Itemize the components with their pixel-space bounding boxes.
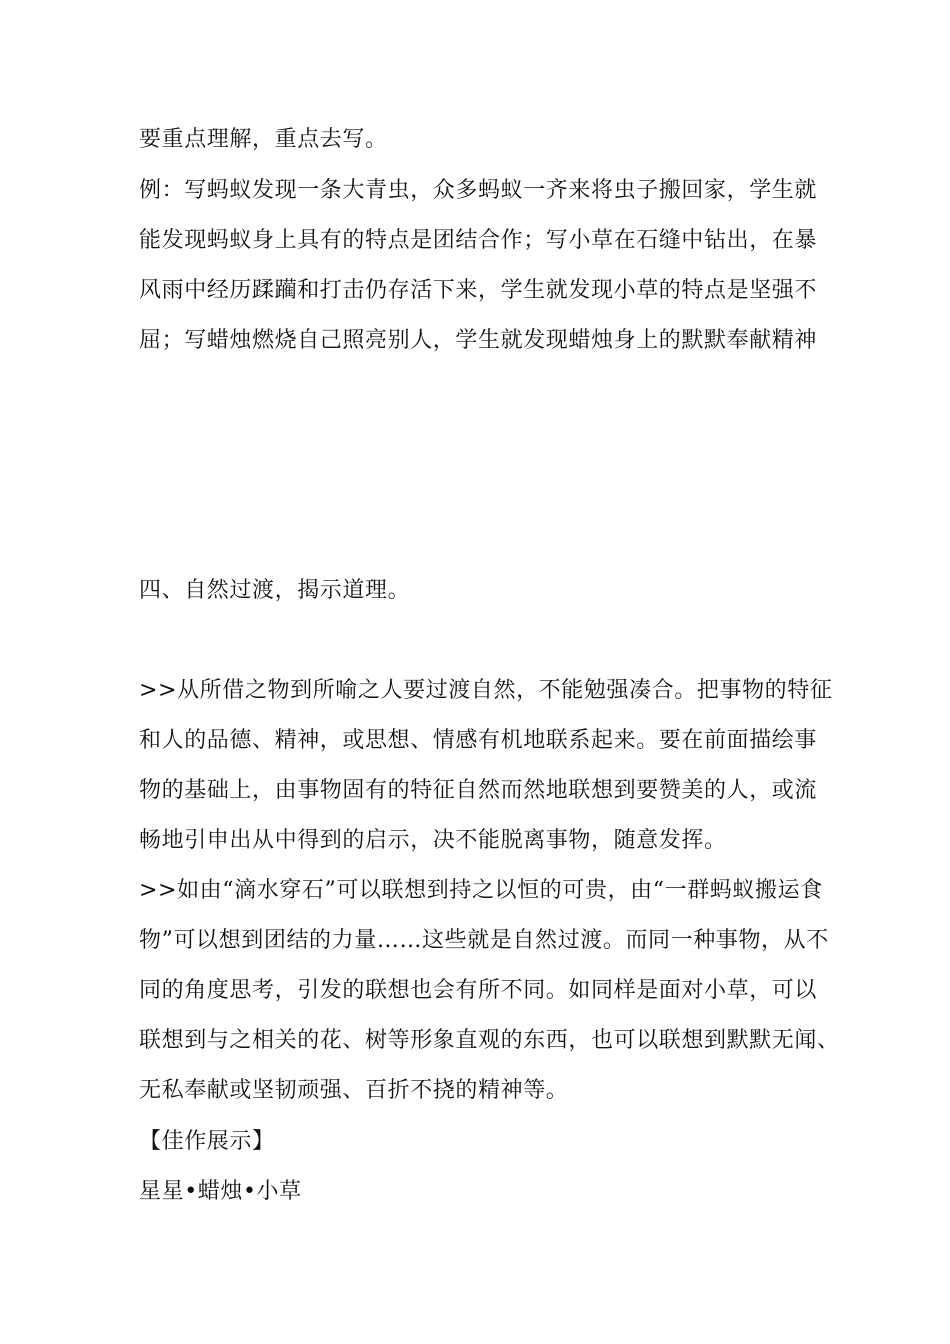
paragraph-line: 物的基础上，由事物固有的特征自然而然地联想到要赞美的人，或流 (139, 778, 818, 803)
essay-title: 星星•蜡烛•小草 (139, 1179, 302, 1204)
showcase-label: 【佳作展示】 (139, 1129, 275, 1154)
paragraph-line: 同的角度思考，引发的联想也会有所不同。如同样是面对小草，可以 (139, 978, 818, 1003)
section-heading: 四、自然过渡，揭示道理。 (139, 578, 411, 603)
paragraph-line: 物”可以想到团结的力量……这些就是自然过渡。而同一种事物，从不 (139, 928, 829, 953)
example-text-line: 屈；写蜡烛燃烧自己照亮别人，学生就发现蜡烛身上的默默奉献精神 (139, 328, 818, 353)
example-text-line: 风雨中经历蹂躏和打击仍存活下来，学生就发现小草的特点是坚强不 (139, 278, 818, 303)
example-text-line: 例：写蚂蚁发现一条大青虫，众多蚂蚁一齐来将虫子搬回家，学生就 (139, 178, 818, 203)
paragraph-line: 无私奉献或坚韧顽强、百折不挠的精神等。 (139, 1078, 569, 1103)
body-text-line: 要重点理解，重点去写。 (139, 127, 388, 152)
paragraph-line: 联想到与之相关的花、树等形象直观的东西，也可以联想到默默无闻、 (139, 1028, 840, 1053)
paragraph-line: 畅地引申出从中得到的启示，决不能脱离事物，随意发挥。 (139, 828, 727, 853)
paragraph-line: >>如由“滴水穿石”可以联想到持之以恒的可贵，由“一群蚂蚁搬运食 (139, 878, 823, 903)
paragraph-line: >>从所借之物到所喻之人要过渡自然，不能勉强凑合。把事物的特征 (139, 678, 833, 703)
paragraph-line: 和人的品德、精神，或思想、情感有机地联系起来。要在前面描绘事 (139, 728, 818, 753)
example-text-line: 能发现蚂蚁身上具有的特点是团结合作；写小草在石缝中钻出，在暴 (139, 228, 818, 253)
